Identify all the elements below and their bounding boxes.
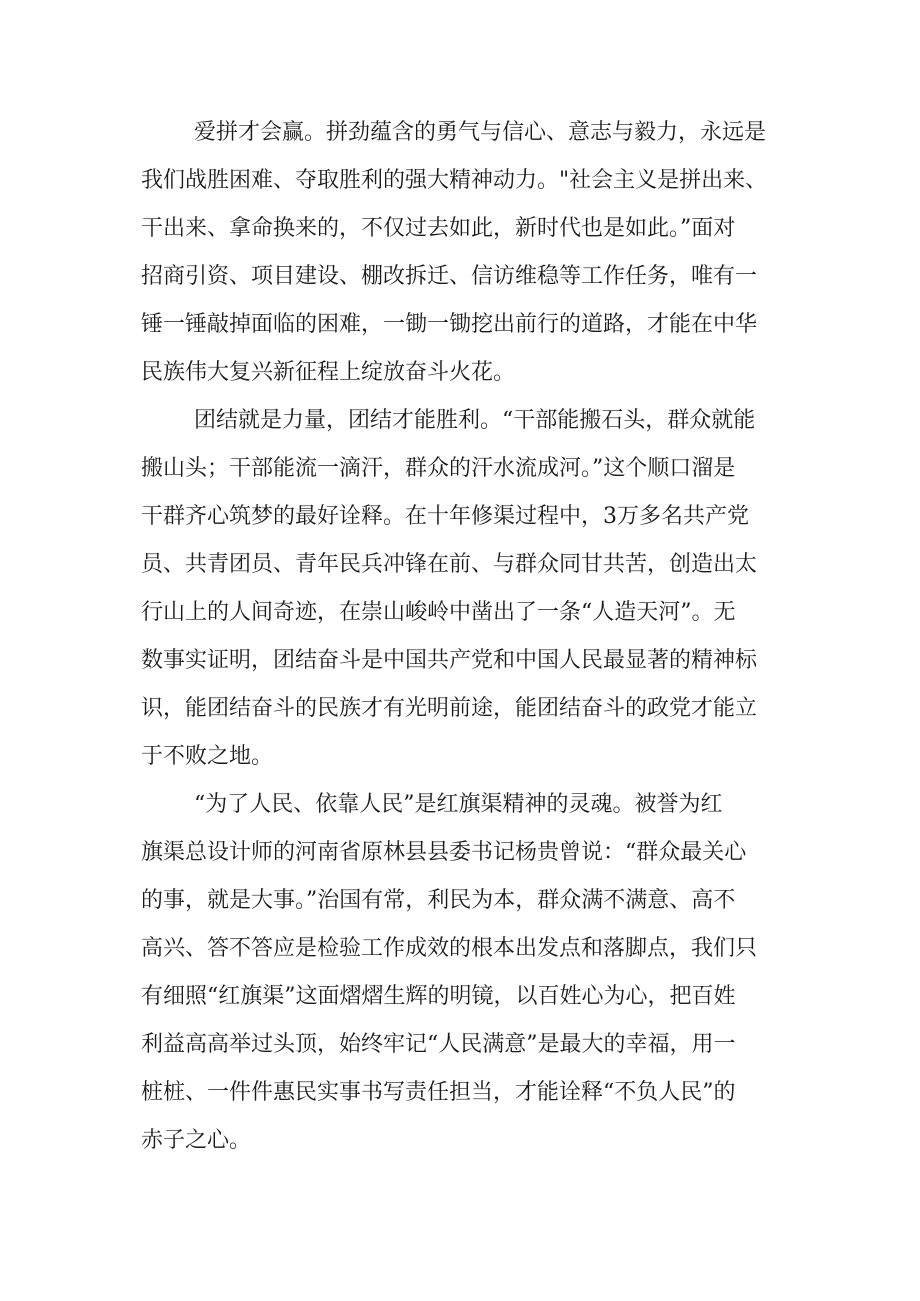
paragraph-line: 高兴、答不答应是检验工作成效的根本出发点和落脚点，我们只 (141, 936, 758, 961)
paragraph-line: 利益高高举过头顶，始终牢记“人民满意”是最大的幸福，用一 (141, 1032, 736, 1057)
paragraph-line: 识，能团结奋斗的民族才有光明前途，能团结奋斗的政党才能立 (141, 696, 758, 721)
paragraph-line: 锤一锤敲掉面临的困难，一锄一锄挖出前行的道路，才能在中华 (141, 312, 758, 337)
paragraph-line: 的事，就是大事。”治国有常，利民为本，群众满不满意、高不 (141, 888, 736, 913)
paragraph-line: 员、共青团员、青年民兵冲锋在前、与群众同甘共苦，创造出太 (141, 552, 758, 577)
paragraph-line: 民族伟大复兴新征程上绽放奋斗火花。 (141, 360, 516, 385)
paragraph-line: 干出来、拿命换来的，不仅过去如此，新时代也是如此。”面对 (141, 216, 736, 241)
paragraph-line: “为了人民、依靠人民”是红旗渠精神的灵魂。被誉为红 (194, 792, 723, 817)
paragraph-line: 于不败之地。 (141, 744, 274, 769)
paragraph-line: 爱拼才会赢。拼劲蕴含的勇气与信心、意志与毅力，永远是 (194, 120, 767, 145)
paragraph-line: 赤子之心。 (141, 1128, 252, 1153)
paragraph-line: 团结就是力量，团结才能胜利。“干部能搬石头，群众就能 (194, 408, 756, 433)
paragraph-line: 数事实证明，团结奋斗是中国共产党和中国人民最显著的精神标 (141, 648, 758, 673)
paragraph-line: 行山上的人间奇迹，在崇山峻岭中凿出了一条“人造天河”。无 (141, 600, 736, 625)
paragraph-line: 有细照“红旗渠”这面熠熠生辉的明镜，以百姓心为心，把百姓 (141, 984, 736, 1009)
paragraph-line: 桩桩、一件件惠民实事书写责任担当，才能诠释“不负人民”的 (141, 1080, 736, 1105)
paragraph-line: 旗渠总设计师的河南省原林县县委书记杨贵曾说：“群众最关心 (141, 840, 747, 865)
paragraph-line: 搬山头；干部能流一滴汗，群众的汗水流成河。”这个顺口溜是 (141, 456, 736, 481)
paragraph-line: 我们战胜困难、夺取胜利的强大精神动力。"社会主义是拼出来、 (141, 168, 768, 193)
paragraph-line: 干群齐心筑梦的最好诠释。在十年修渠过程中，3万多名共产党 (141, 504, 749, 529)
paragraph-line: 招商引资、项目建设、棚改拆迁、信访维稳等工作任务，唯有一 (141, 264, 758, 289)
